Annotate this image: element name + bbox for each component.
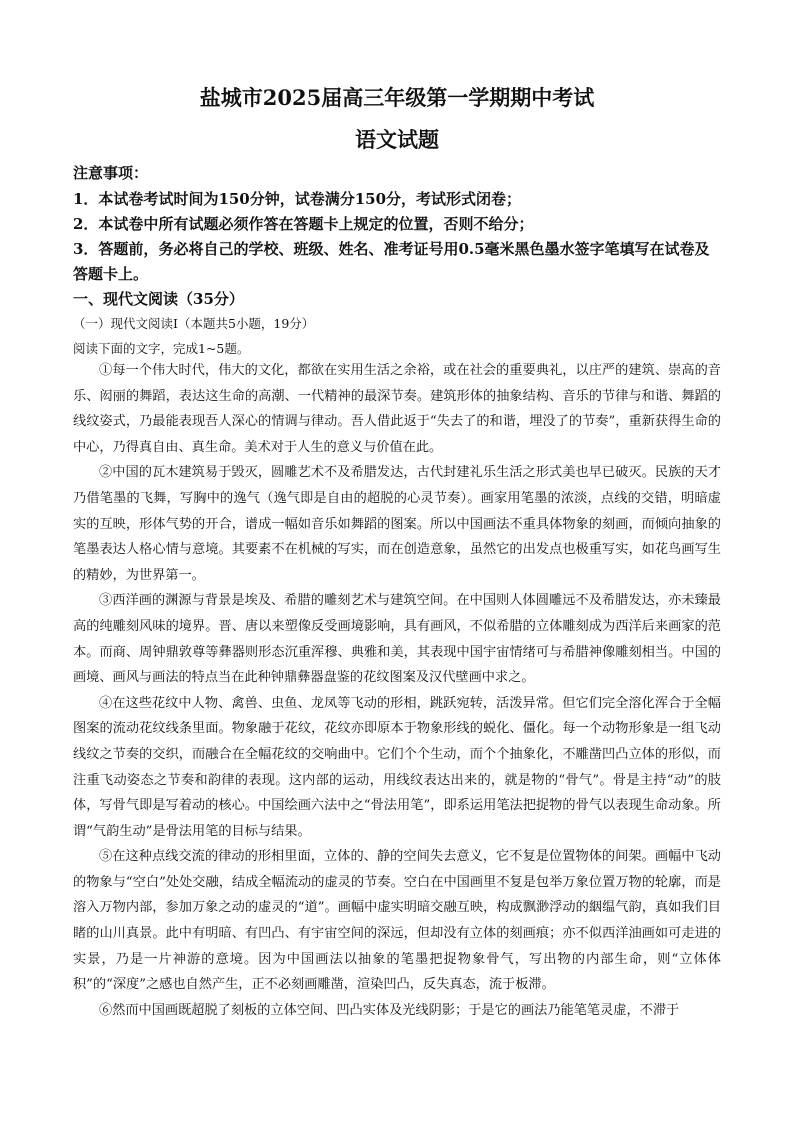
passage-paragraph-1: ①每一个伟大时代，伟大的文化，都欲在实用生活之余裕，或在社会的重要典礼，以庄严的建筑、崇高的音乐、闳丽的舞蹈，表达这生命的高潮、一代精神的最深节奏。建筑形体的抽象结构、音乐的节律与和谐、舞蹈的线纹姿式，乃最能表现吾人深心的情调与律动。吾人借此返于“失去了的和谐，埋没了的节奏”，重新获得生命的中心，乃得真自由、真生命。美术对于人生的意义与价值在此。	[73, 363, 721, 455]
exam-subtitle: 语文试题	[355, 127, 439, 152]
passage-paragraph-5: ⑤在这种点线交流的律动的形相里面，立体的、静的空间失去意义，它不复是位置物体的间架。画幅中飞动的物象与“空白”处处交融，结成全幅流动的虚灵的节奏。空白在中国画里不复是包举万象位置万物的轮廓，而是溶入万物内部，参加万象之动的虚灵的“道”。画幅中虚实明暗交融互映，构成飘渺浮动的絪缊气韵，真如我们目睹的山川真景。此中有明暗、有凹凸、有宇宙空间的深远，但却没有立体的刻画痕；亦不似西洋油画如可走进的实景，乃是一片神游的意境。因为中国画法以抽象的笔墨把捉物象骨气，写出物的内部生命，则“立体体积”的“深度”之感也自然产生，正不必刻画雕凿，渲染凹凸，反失真态，流于板滞。	[73, 849, 721, 993]
passage-paragraph-6: ⑥然而中国画既超脱了刻板的立体空间、凹凸实体及光线阴影；于是它的画法乃能笔笔灵虚，不滞于	[99, 1002, 680, 1018]
note-item-1: 1．本试卷考试时间为150分钟，试卷满分150分，考试形式闭卷；	[73, 190, 522, 208]
exam-title: 盐城市2025届高三年级第一学期期中考试	[199, 85, 595, 110]
reading-instruction: 阅读下面的文字，完成1~5题。	[73, 341, 250, 356]
passage-paragraph-3: ③西洋画的渊源与背景是埃及、希腊的雕刻艺术与建筑空间。在中国则人体圆雕远不及希腊发达，亦未臻最高的纯雕刻风味的境界。晋、唐以来塑像反受画境影响，具有画风，不似希腊的立体雕刻成为西洋后来画家的范本。而商、周钟鼎敦尊等彝器则形态沉重浑穆、典雅和美，其表现中国宇宙情绪可与希腊神像雕刻相当。中国的画境、画风与画法的特点当在此种钟鼎彝器盘鉴的花纹图案及汉代壁画中求之。	[73, 593, 721, 686]
note-item-2: 2．本试卷中所有试题必须作答在答题卡上规定的位置，否则不给分；	[73, 215, 534, 233]
reading-passage	[73, 358, 721, 1023]
passage-paragraph-4: ④在这些花纹中人物、禽兽、虫鱼、龙凤等飞动的形相，跳跃宛转，活泼异常。但它们完全溶化浑合于全幅图案的流动花纹线条里面。物象融于花纹，花纹亦即原本于物象形线的蜕化、僵化。每一个动物形象是一组飞动线纹之节奏的交织，而融合在全幅花纹的交响曲中。它们个个生动，而个个抽象化，不雕凿凹凸立体的形似，而注重飞动姿态之节奏和韵律的表现。这内部的运动，用线纹表达出来的，就是物的“骨气”。骨是主持“动”的肢体，写骨气即是写着动的核心。中国绘画六法中之“骨法用笔”，即系运用笔法把捉物的骨气以表现生命动象。所谓“气韵生动”是骨法用笔的目标与结果。	[73, 695, 721, 839]
passage-paragraph-2: ②中国的瓦木建筑易于毁灭，圆雕艺术不及希腊发达，古代封建礼乐生活之形式美也早已破灭。民族的天才乃借笔墨的飞舞，写胸中的逸气（逸气即是自由的超脱的心灵节奏）。画家用笔墨的浓淡，点线的交错，明暗虚实的互映，形体气势的开合，谱成一幅如音乐如舞蹈的图案。所以中国画法不重具体物象的刻画，而倾向抽象的笔墨表达人格心情与意境。其要素不在机械的写实，而在创造意象，虽然它的出发点也极重写实，如花鸟画写生的精妙，为世界第一。	[73, 465, 721, 583]
note-item-3: 3．答题前，务必将自己的学校、班级、姓名、准考证号用0.5毫米黑色墨水签字笔填写在试卷及答题卡上。	[73, 240, 710, 283]
sub-section-heading: （一）现代文阅读Ⅰ（本题共5小题，19分）	[73, 316, 315, 331]
notes-heading: 注意事项：	[73, 164, 149, 182]
section-heading: 一、现代文阅读（35分）	[73, 290, 244, 308]
